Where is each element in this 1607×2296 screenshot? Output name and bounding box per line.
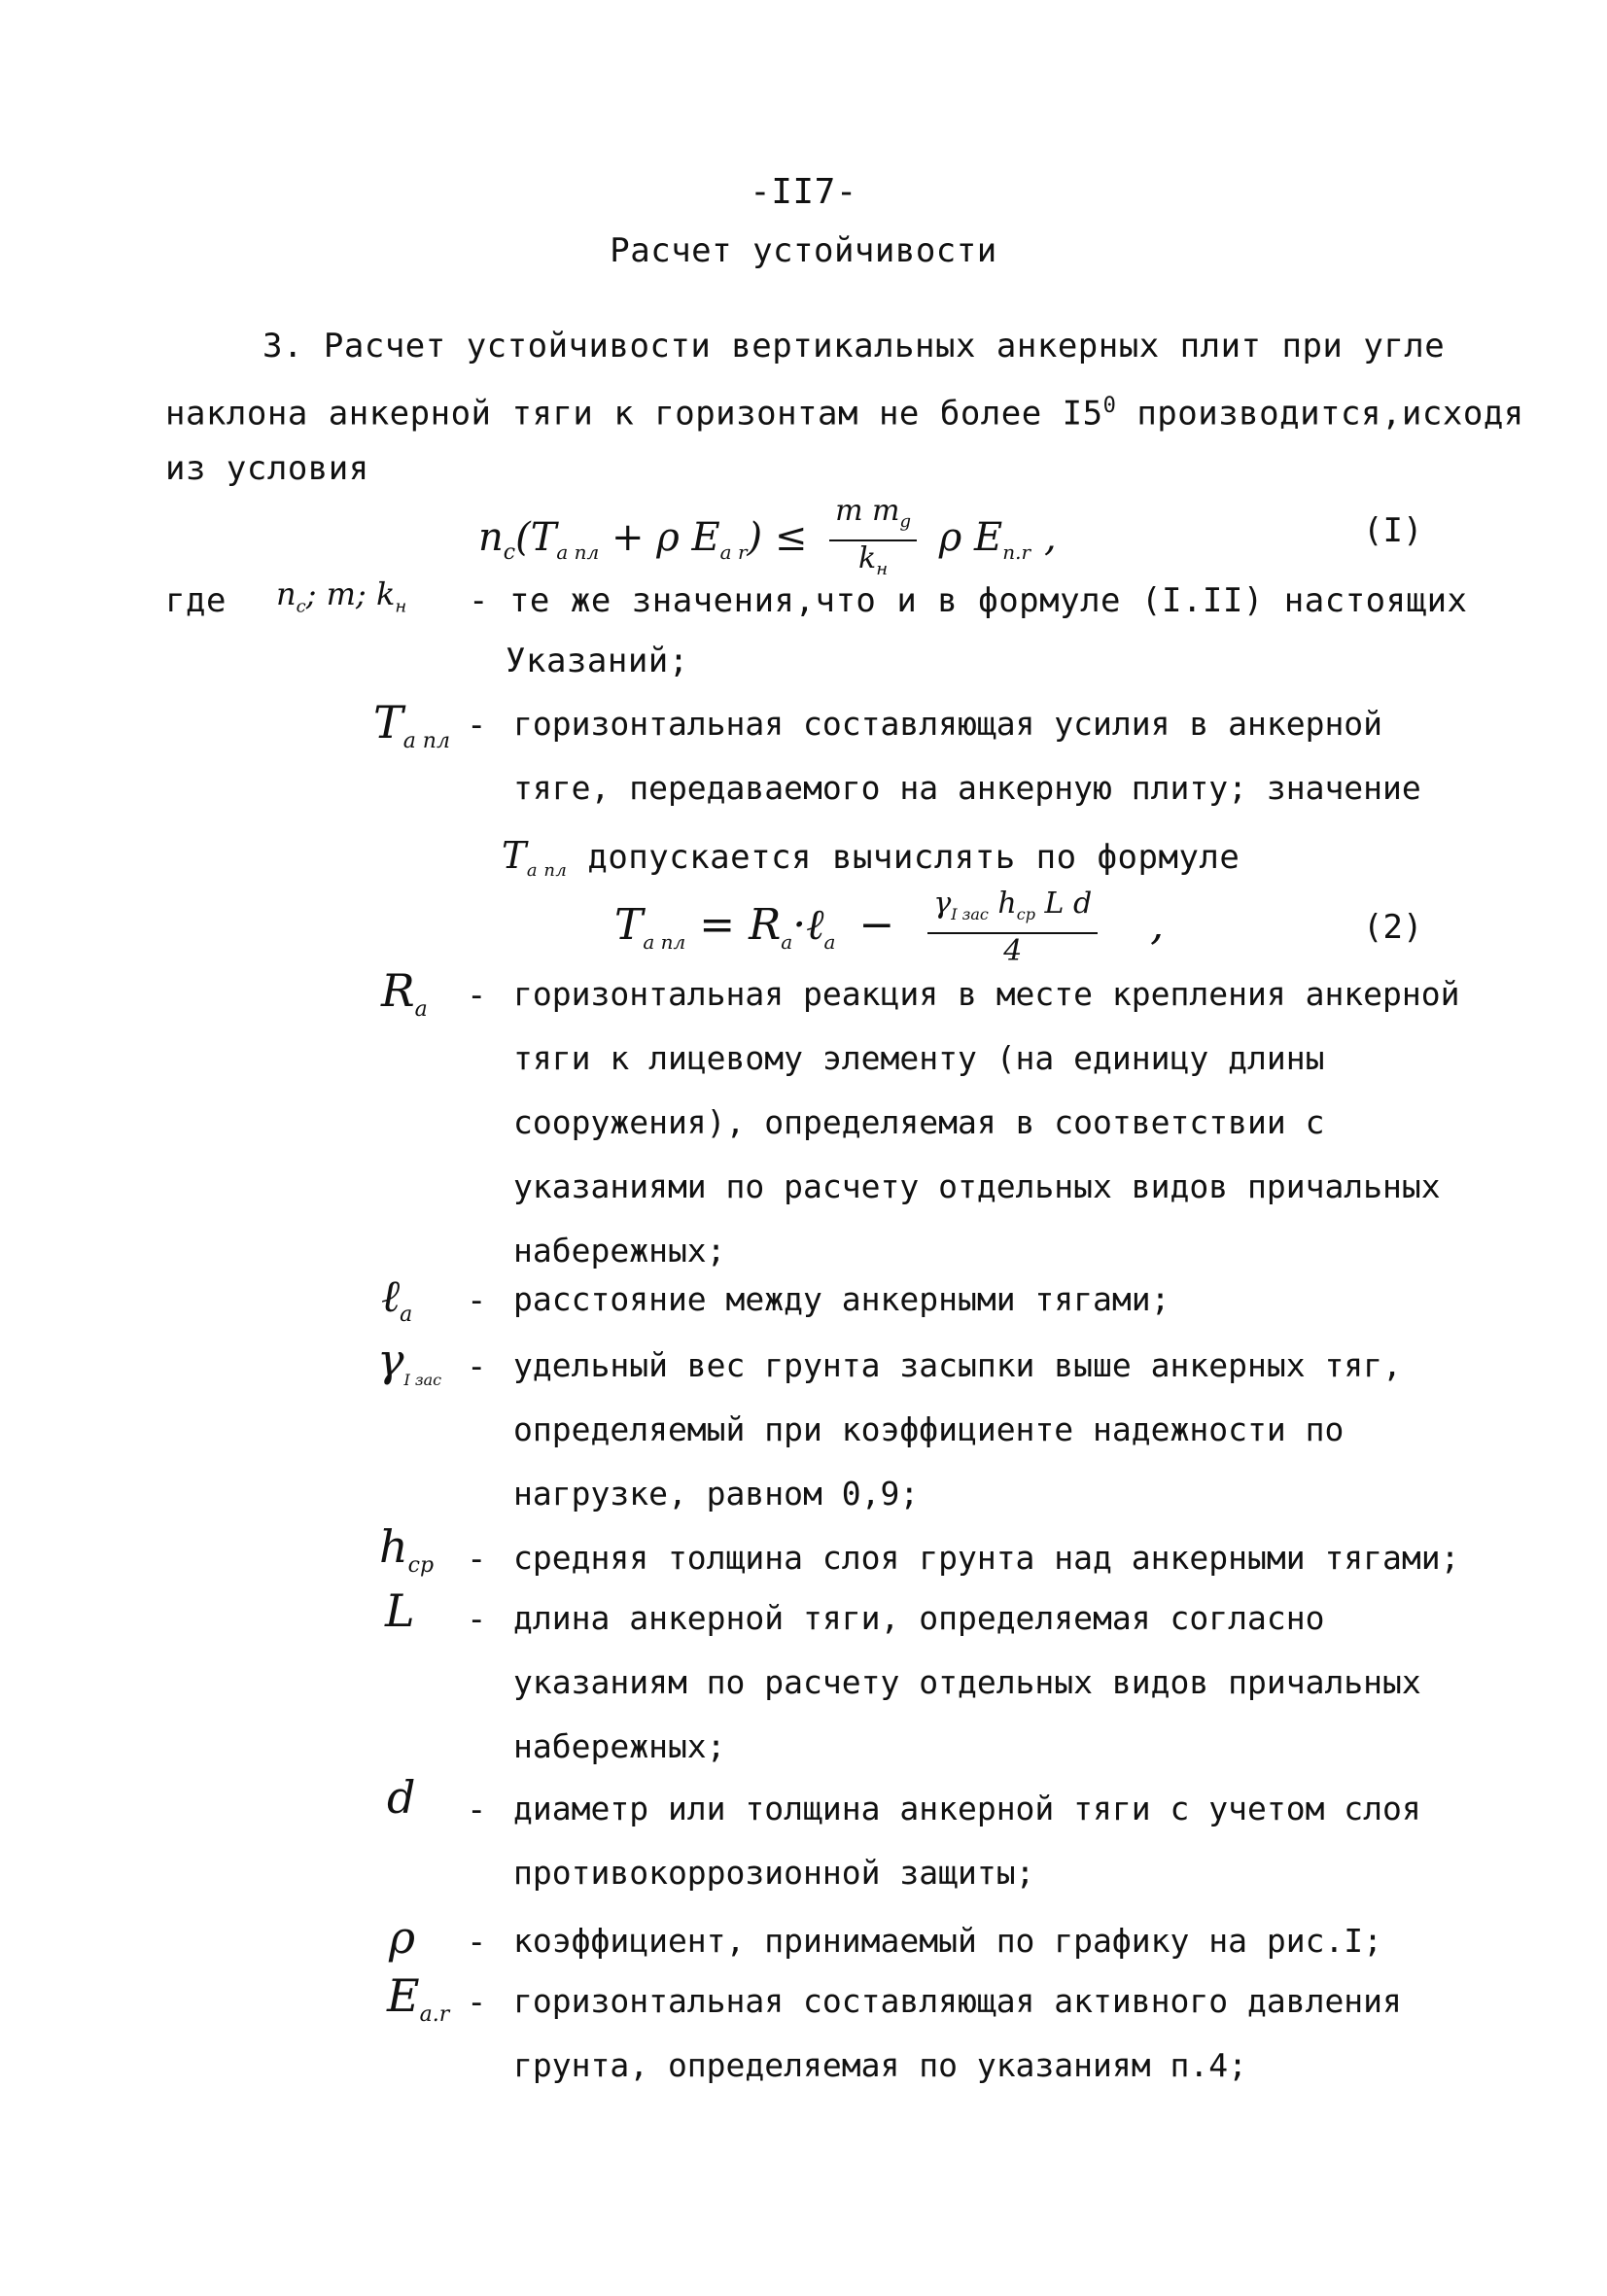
def-T-a-pl-text: горизонтальная составляющая усилия в анкерной тяге, передаваемого на анкерную плиту; значение [513, 705, 1421, 807]
formula-2-fraction: $\frac{\gamma_{I зас} h_{ср} L d}{4}$ [927, 887, 1098, 969]
intro-line-3: из условия [165, 449, 369, 488]
def-1-line-2: Указаний; [506, 642, 689, 680]
def-1-line-1: - те же значения,что и в формуле (I.II) настоящих [469, 581, 1468, 620]
symbol-E-a-r: $E_{a.r}$ [387, 1969, 450, 2028]
def-dash: - [467, 1347, 487, 1386]
formula-2-number: (2) [1363, 908, 1423, 947]
def-d-text: диаметр или толщина анкерной тяги с учетом слоя противокоррозионной защиты; [513, 1790, 1421, 1892]
symbol-R-a: $R_a$ [381, 964, 428, 1023]
symbol-gamma-I-zas: $\gamma_{I зас}$ [377, 1334, 442, 1390]
def-dash: - [467, 1540, 487, 1579]
def-dash: - [467, 706, 487, 745]
intro-line-2: наклона анкерной тяги к горизонтам не более $I5^0$ производится,исходя [165, 394, 1524, 434]
formula-1: $n_c(T_{a пл} + \rho$ $E_{a r}$) ≤ $\frac{m m_g}{k_н}$ ρ $E_{п.r}$ , [478, 494, 1057, 587]
symbol-l-a: ℓ$_a$ [381, 1270, 413, 1328]
symbol-T-a-pl: $T_{a пл}$ [373, 696, 450, 754]
def-E-a-r-text: горизонтальная составляющая активного давления грунта, определяемая по указаниям п.4; [513, 1982, 1402, 2084]
page-number: -II7- [750, 172, 857, 212]
def-dash: - [467, 1791, 487, 1829]
def-dash: - [467, 1923, 487, 1962]
def-R-a-text: горизонтальная реакция в месте крепления анкерной тяги к лицевому элементу (на единицу длины сооружения), определяемая в соответствии с указаниями по расчету отдельных видов причальных набережных; [513, 975, 1460, 1270]
def-dash: - [467, 976, 487, 1015]
def-gamma-text: удельный вес грунта засыпки выше анкерных тяг, определяемый при коэффициенте надежности по нагрузке, равном 0,9; [513, 1346, 1402, 1513]
symbol-L: L [385, 1584, 415, 1637]
where-label: где [165, 581, 227, 620]
where-symbols: $n_c$; m; $k_н$ [276, 575, 407, 617]
def-h-cp-text: средняя толщина слоя грунта над анкерными тягами; [513, 1539, 1460, 1577]
formula-2: $T_{a пл}$ = $R_a\cdot\ell_a$ − $\frac{\gamma_{I зас} h_{ср} L d}{4}$ , [614, 887, 1165, 968]
symbol-d: d [387, 1771, 416, 1824]
def-rho-text: коэффициент, принимаемый по графику на рис.I; [513, 1922, 1383, 1960]
symbol-h-cp: $h_{ср}$ [379, 1520, 435, 1579]
symbol-rho: ρ [389, 1911, 416, 1964]
formula-1-fraction: $\frac{m m_g}{k_н}$ [829, 494, 917, 587]
def-dash: - [467, 1281, 487, 1320]
def-dash: - [467, 1983, 487, 2022]
def-dash: - [467, 1600, 487, 1639]
formula-1-number: (I) [1363, 511, 1423, 550]
def-T-a-pl-extra: $T_{a пл}$ допускается вычислять по формуле [502, 834, 1240, 881]
def-L-text: длина анкерной тяги, определяемая согласно указаниям по расчету отдельных видов причальных набережных; [513, 1599, 1421, 1765]
intro-line-1: 3. Расчет устойчивости вертикальных анкерных плит при угле [262, 327, 1446, 365]
section-title: Расчет устойчивости [610, 231, 997, 270]
def-l-a-text: расстояние между анкерными тягами; [513, 1280, 1170, 1318]
